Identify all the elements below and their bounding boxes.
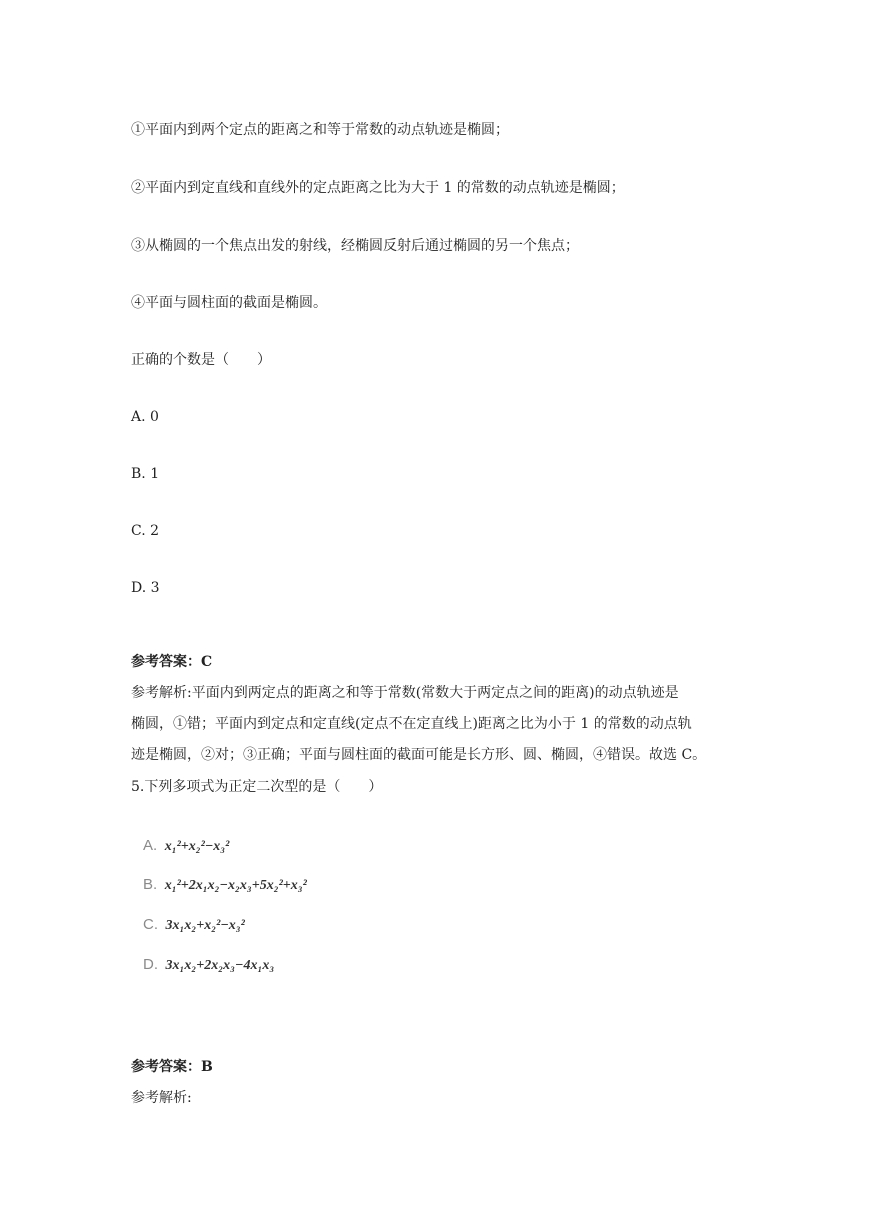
q5-option-d — [143, 956, 274, 974]
analysis-line-2: 椭圆，①错；平面内到定点和定直线(定点不在定直线上)距离之比为小于 1 的常数的动点轨 — [131, 716, 692, 732]
q5-option-b-expr: x₁²+2x₁x₂−x₂x₃+5x₂²+x₃² — [164, 878, 307, 893]
statement-3: ③从椭圆的一个焦点出发的射线，经椭圆反射后通过椭圆的另一个焦点； — [131, 238, 579, 254]
q5-option-d-expr: 3x₁x₂+2x₂x₃−4x₁x₃ — [165, 958, 275, 973]
q5-option-b — [143, 876, 307, 894]
option-b: B. 1 — [131, 466, 160, 482]
q5-option-a — [143, 837, 229, 855]
answer-q4: 参考答案：C — [131, 654, 213, 670]
question-prompt: 正确的个数是（ ） — [131, 352, 271, 368]
q5-option-a-letter: A. — [143, 837, 158, 854]
q5-option-b-letter: B. — [143, 876, 158, 893]
analysis-line-3: 迹是椭圆，②对；③正确；平面与圆柱面的截面可能是长方形、圆、椭圆，④错误。故选 C。 — [131, 747, 707, 763]
question-5: 5.下列多项式为正定二次型的是（ ） — [131, 779, 383, 795]
q5-option-c-expr: 3x₁x₂+x₂²−x₃² — [165, 918, 245, 933]
q5-option-a-expr: x₁²+x₂²−x₃² — [164, 839, 230, 854]
option-a: A. 0 — [131, 409, 159, 425]
answer-q5: 参考答案：B — [131, 1059, 213, 1075]
statement-1: ①平面内到两个定点的距离之和等于常数的动点轨迹是椭圆； — [131, 122, 509, 138]
analysis-q5: 参考解析: — [131, 1090, 192, 1106]
statement-4: ④平面与圆柱面的截面是椭圆。 — [131, 295, 327, 311]
statement-2: ②平面内到定直线和直线外的定点距离之比为大于 1 的常数的动点轨迹是椭圆； — [131, 180, 625, 196]
analysis-line-1: 参考解析:平面内到两定点的距离之和等于常数(常数大于两定点之间的距离)的动点轨迹是 — [131, 685, 679, 701]
option-c: C. 2 — [131, 523, 160, 539]
q5-option-c-letter: C. — [143, 916, 158, 933]
q5-option-c — [143, 916, 245, 934]
option-d: D. 3 — [131, 580, 160, 596]
q5-option-d-letter: D. — [143, 956, 158, 973]
